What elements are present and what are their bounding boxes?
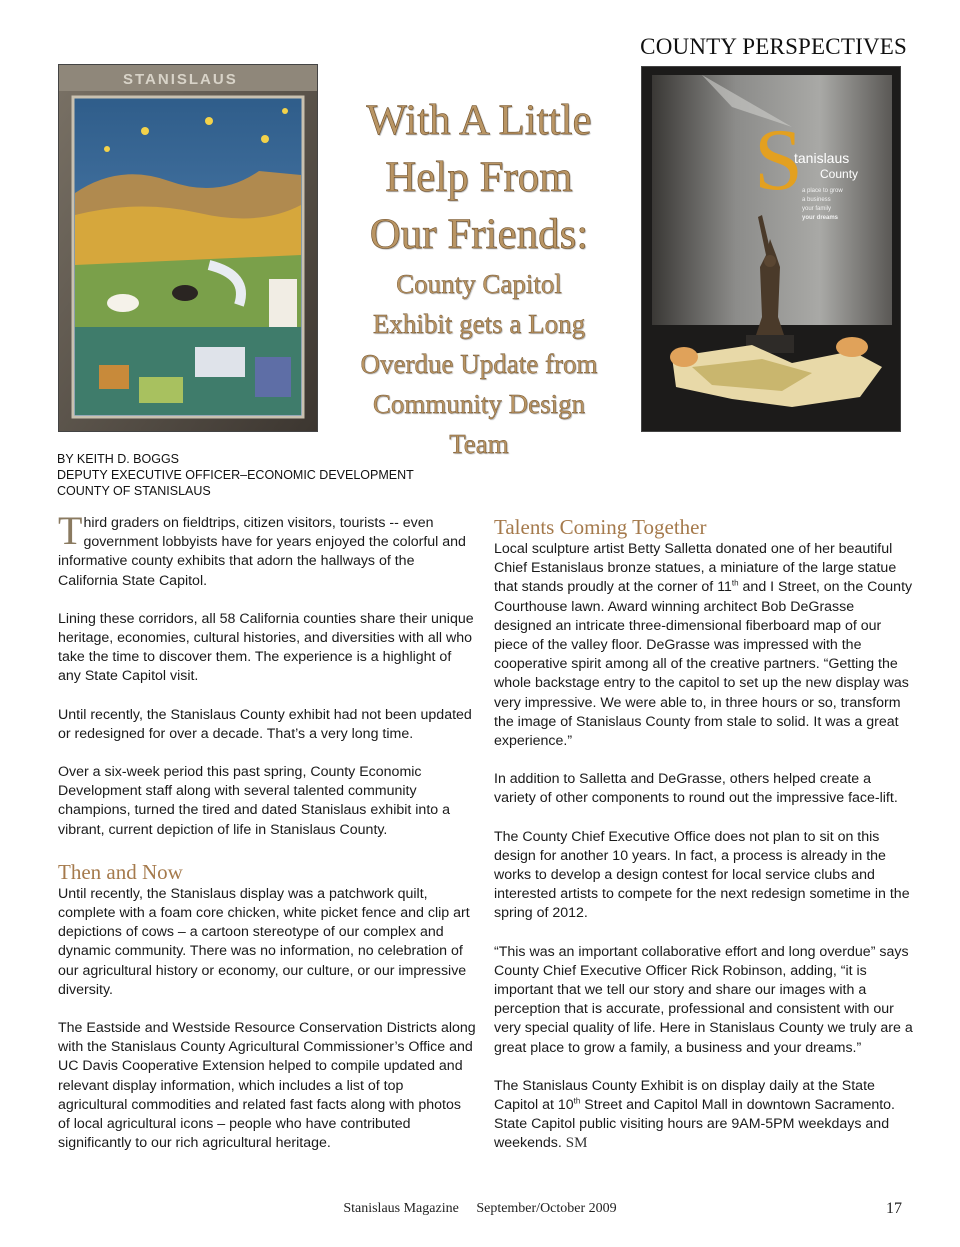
paragraph: Until recently, the Stanislaus County exhibit had not been updated or redesigned for over a decade. That’s a very long time. (58, 706, 472, 742)
title-line: With A Little (366, 97, 592, 144)
publication-name: Stanislaus Magazine (343, 1201, 459, 1216)
page-number: 17 (886, 1200, 902, 1217)
paragraph: Until recently, the Stanislaus display was a patchwork quilt, complete with a foam core chicken, white picket fence and clip art depictions of cows – a cartoon stereotype of our complex and dynamic community. There was no information, no celebration of our agricultural history or economy, our culture, or our impressive diversity. (58, 885, 470, 998)
subheading: Then and Now (58, 859, 183, 884)
article-column-left (58, 508, 476, 1172)
title-line: Our Friends: (369, 211, 589, 258)
section-label: COUNTY PERSPECTIVES (640, 34, 907, 59)
paragraph: Lining these corridors, all 58 California counties share their unique heritage, economies, cultural histories, and diversities with all who take the time to discover them. The experience is a highlight of any State Capitol visit. (58, 610, 474, 685)
page-footer (0, 1201, 960, 1217)
article-column-right (494, 514, 914, 1173)
byline (57, 451, 414, 499)
paragraph: The Eastside and Westside Resource Conservation Districts along with the Stanislaus County Agricultural Commissioner’s Office and UC Davis Cooperative Extension helped to compile updated and relevant display information, which includes a list of top agricultural commodities and related fast facts along with photos of local agricultural icons – people who have contributed significantly to our rich agricultural heritage. (58, 1020, 476, 1152)
logo-name-1: tanislaus (794, 150, 850, 166)
paragraph: Over a six-week period this past spring, County Economic Development staff along with several talented community champions, turned the tired and dated Stanislaus exhibit into a vibrant, current depiction of life in Stanislaus County. (58, 764, 450, 838)
subtitle-line: Overdue Update from (360, 349, 598, 379)
subtitle-line: Community Design (372, 389, 586, 419)
paragraph: The Stanislaus County Exhibit is on display daily at the State Capitol at 10th Street and Capitol Mall in downtown Sacramento. State Capitol public visiting hours are 9AM-5PM weekdays and weekends. SM (494, 1077, 895, 1152)
logo-name-2: County (820, 167, 859, 181)
paragraph: The County Chief Executive Office does not plan to sit on this design for another 10 years. In fact, a process is already in the works to develop a design contest for local service clubs and interested artists to compete for the next redesign sometime in the spring of 2012. (494, 828, 910, 922)
paragraph: Third graders on fieldtrips, citizen visitors, tourists -- even government lobbyists have for years enjoyed the colorful and informative county exhibits that adorn the hallways of the California State Capitol. (58, 508, 466, 589)
logo-tagline: your family (802, 206, 832, 212)
paragraph: Local sculpture artist Betty Salletta donated one of her beautiful Chief Estanislaus bronze statues, a miniature of the large statue that stands proudly at the corner of 11th and I Street, on the County Courthouse lawn. Award winning architect Bob DeGrasse designed an intricate three-dimensional fiberboard map of our piece of the valley floor. DeGrasse was impressed with the cooperative spirit among all of the creative partners. “Getting the whole backstage entry to the capitol to set up the new display was very impressive. We were able to, in three hours or so, transform the image of Stanislaus County from stale to solid. It was a great experience.” (494, 541, 913, 750)
byline-org: COUNTY OF STANISLAUS (57, 484, 211, 498)
logo-tagline: a place to grow (802, 188, 843, 194)
subtitle-line: Team (449, 429, 509, 459)
subtitle-line: Exhibit gets a Long (372, 309, 586, 339)
logo-tagline: your dreams (802, 215, 839, 221)
issue-date: September/October 2009 (476, 1201, 617, 1216)
logo-tagline: a business (802, 197, 831, 203)
exhibit-sign-text: STANISLAUS (123, 71, 238, 88)
new-exhibit-illustration (642, 67, 900, 431)
photo-new-exhibit (641, 66, 901, 432)
title-line: Help From (385, 154, 573, 201)
drop-cap: T (58, 508, 83, 553)
paragraph: “This was an important collaborative effort and long overdue” says County Chief Executive Officer Rick Robinson, adding, “it is important that we tell our story and share our images with a perception that is accurate, professional and consistent with our very special quality of life. Here in Stanislaus County we truly are a great place to grow a family, a business and your dreams.” (494, 943, 913, 1056)
subtitle-line: County Capitol (396, 269, 562, 299)
article-title (322, 92, 636, 463)
old-exhibit-illustration (59, 65, 317, 431)
logo-letter: S (754, 112, 803, 209)
end-mark: SM (565, 1135, 588, 1152)
photo-old-exhibit (58, 64, 318, 432)
byline-role: DEPUTY EXECUTIVE OFFICER–ECONOMIC DEVELOPMENT (57, 468, 414, 482)
paragraph: In addition to Salletta and DeGrasse, others helped create a variety of other components to round out the impressive face-lift. (494, 771, 898, 807)
byline-author: BY KEITH D. BOGGS (57, 452, 180, 466)
subheading: Talents Coming Together (494, 515, 707, 539)
